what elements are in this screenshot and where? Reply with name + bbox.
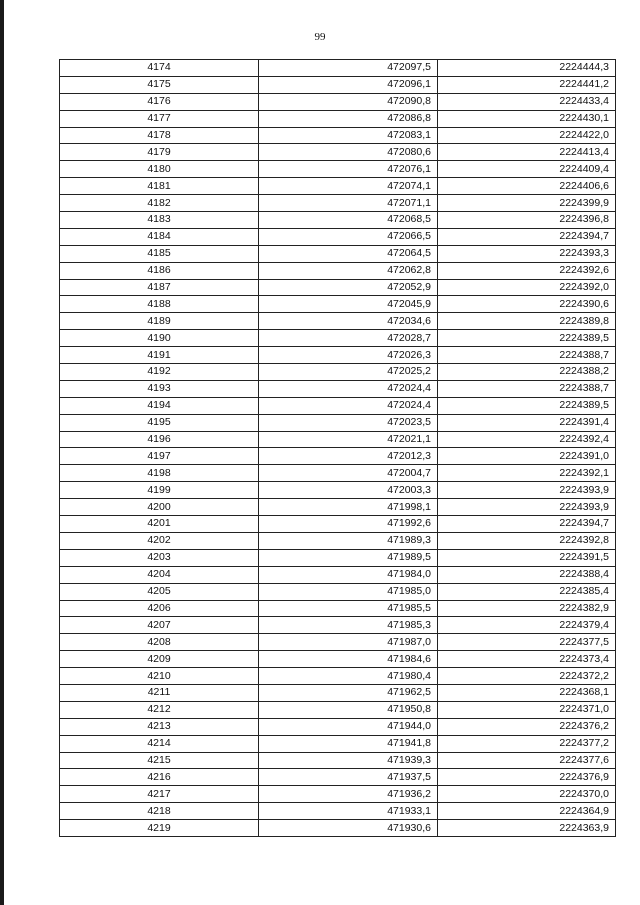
x-coordinate-cell: 471936,2 xyxy=(259,786,438,803)
x-coordinate-cell: 471962,5 xyxy=(259,684,438,701)
x-coordinate-cell: 472028,7 xyxy=(259,330,438,347)
table-row xyxy=(60,448,616,465)
y-coordinate-cell: 2224391,4 xyxy=(438,414,616,431)
x-coordinate-cell: 472083,1 xyxy=(259,127,438,144)
table-row xyxy=(60,347,616,364)
point-number-cell: 4208 xyxy=(60,634,259,651)
point-number-cell: 4212 xyxy=(60,701,259,718)
x-coordinate-cell: 472025,2 xyxy=(259,364,438,381)
y-coordinate-cell: 2224371,0 xyxy=(438,701,616,718)
table-row xyxy=(60,600,616,617)
point-number-cell: 4219 xyxy=(60,820,259,837)
table-row xyxy=(60,245,616,262)
table-row xyxy=(60,735,616,752)
point-number-cell: 4198 xyxy=(60,465,259,482)
table-row xyxy=(60,499,616,516)
point-number-cell: 4210 xyxy=(60,668,259,685)
table-row xyxy=(60,651,616,668)
point-number-cell: 4185 xyxy=(60,245,259,262)
y-coordinate-cell: 2224430,1 xyxy=(438,110,616,127)
x-coordinate-cell: 472034,6 xyxy=(259,313,438,330)
point-number-cell: 4188 xyxy=(60,296,259,313)
point-number-cell: 4205 xyxy=(60,583,259,600)
point-number-cell: 4200 xyxy=(60,499,259,516)
table-row xyxy=(60,549,616,566)
y-coordinate-cell: 2224444,3 xyxy=(438,60,616,77)
table-row xyxy=(60,566,616,583)
x-coordinate-cell: 472021,1 xyxy=(259,431,438,448)
point-number-cell: 4199 xyxy=(60,482,259,499)
table-row xyxy=(60,212,616,229)
table-row xyxy=(60,178,616,195)
y-coordinate-cell: 2224379,4 xyxy=(438,617,616,634)
table-row xyxy=(60,701,616,718)
y-coordinate-cell: 2224368,1 xyxy=(438,684,616,701)
y-coordinate-cell: 2224413,4 xyxy=(438,144,616,161)
point-number-cell: 4190 xyxy=(60,330,259,347)
table-row xyxy=(60,752,616,769)
table-row xyxy=(60,769,616,786)
point-number-cell: 4202 xyxy=(60,532,259,549)
point-number-cell: 4215 xyxy=(60,752,259,769)
point-number-cell: 4204 xyxy=(60,566,259,583)
x-coordinate-cell: 472052,9 xyxy=(259,279,438,296)
y-coordinate-cell: 2224388,4 xyxy=(438,566,616,583)
y-coordinate-cell: 2224389,8 xyxy=(438,313,616,330)
y-coordinate-cell: 2224377,6 xyxy=(438,752,616,769)
table-row xyxy=(60,684,616,701)
table-row xyxy=(60,127,616,144)
table-row xyxy=(60,532,616,549)
table-row xyxy=(60,60,616,77)
x-coordinate-cell: 471984,0 xyxy=(259,566,438,583)
x-coordinate-cell: 471985,5 xyxy=(259,600,438,617)
table-row xyxy=(60,262,616,279)
x-coordinate-cell: 471992,6 xyxy=(259,516,438,533)
point-number-cell: 4218 xyxy=(60,803,259,820)
point-number-cell: 4192 xyxy=(60,364,259,381)
x-coordinate-cell: 472012,3 xyxy=(259,448,438,465)
table-row xyxy=(60,482,616,499)
point-number-cell: 4182 xyxy=(60,195,259,212)
y-coordinate-cell: 2224389,5 xyxy=(438,330,616,347)
y-coordinate-cell: 2224409,4 xyxy=(438,161,616,178)
x-coordinate-cell: 472024,4 xyxy=(259,397,438,414)
point-number-cell: 4194 xyxy=(60,397,259,414)
x-coordinate-cell: 472066,5 xyxy=(259,228,438,245)
point-number-cell: 4183 xyxy=(60,212,259,229)
x-coordinate-cell: 472003,3 xyxy=(259,482,438,499)
table-row xyxy=(60,380,616,397)
x-coordinate-cell: 472062,8 xyxy=(259,262,438,279)
x-coordinate-cell: 472076,1 xyxy=(259,161,438,178)
y-coordinate-cell: 2224392,6 xyxy=(438,262,616,279)
y-coordinate-cell: 2224385,4 xyxy=(438,583,616,600)
point-number-cell: 4187 xyxy=(60,279,259,296)
point-number-cell: 4197 xyxy=(60,448,259,465)
y-coordinate-cell: 2224392,1 xyxy=(438,465,616,482)
point-number-cell: 4186 xyxy=(60,262,259,279)
table-row xyxy=(60,364,616,381)
y-coordinate-cell: 2224363,9 xyxy=(438,820,616,837)
point-number-cell: 4211 xyxy=(60,684,259,701)
coordinates-table-body xyxy=(60,60,616,837)
point-number-cell: 4203 xyxy=(60,549,259,566)
scan-left-edge xyxy=(0,0,4,905)
point-number-cell: 4184 xyxy=(60,228,259,245)
point-number-cell: 4209 xyxy=(60,651,259,668)
table-row xyxy=(60,803,616,820)
table-row xyxy=(60,465,616,482)
table-row xyxy=(60,583,616,600)
x-coordinate-cell: 472096,1 xyxy=(259,76,438,93)
x-coordinate-cell: 472071,1 xyxy=(259,195,438,212)
y-coordinate-cell: 2224394,7 xyxy=(438,516,616,533)
point-number-cell: 4214 xyxy=(60,735,259,752)
x-coordinate-cell: 472086,8 xyxy=(259,110,438,127)
x-coordinate-cell: 471985,0 xyxy=(259,583,438,600)
y-coordinate-cell: 2224376,9 xyxy=(438,769,616,786)
y-coordinate-cell: 2224393,9 xyxy=(438,482,616,499)
y-coordinate-cell: 2224396,8 xyxy=(438,212,616,229)
y-coordinate-cell: 2224391,5 xyxy=(438,549,616,566)
y-coordinate-cell: 2224393,9 xyxy=(438,499,616,516)
table-row xyxy=(60,296,616,313)
x-coordinate-cell: 471944,0 xyxy=(259,718,438,735)
point-number-cell: 4175 xyxy=(60,76,259,93)
table-row xyxy=(60,617,616,634)
x-coordinate-cell: 471941,8 xyxy=(259,735,438,752)
table-row xyxy=(60,195,616,212)
point-number-cell: 4179 xyxy=(60,144,259,161)
x-coordinate-cell: 472090,8 xyxy=(259,93,438,110)
x-coordinate-cell: 472023,5 xyxy=(259,414,438,431)
y-coordinate-cell: 2224392,0 xyxy=(438,279,616,296)
table-row xyxy=(60,228,616,245)
x-coordinate-cell: 471989,5 xyxy=(259,549,438,566)
table-row xyxy=(60,144,616,161)
point-number-cell: 4201 xyxy=(60,516,259,533)
y-coordinate-cell: 2224392,8 xyxy=(438,532,616,549)
x-coordinate-cell: 472074,1 xyxy=(259,178,438,195)
x-coordinate-cell: 471998,1 xyxy=(259,499,438,516)
y-coordinate-cell: 2224388,7 xyxy=(438,347,616,364)
x-coordinate-cell: 472080,6 xyxy=(259,144,438,161)
table-row xyxy=(60,161,616,178)
table-row xyxy=(60,634,616,651)
x-coordinate-cell: 472097,5 xyxy=(259,60,438,77)
y-coordinate-cell: 2224399,9 xyxy=(438,195,616,212)
y-coordinate-cell: 2224373,4 xyxy=(438,651,616,668)
y-coordinate-cell: 2224377,5 xyxy=(438,634,616,651)
y-coordinate-cell: 2224388,7 xyxy=(438,380,616,397)
point-number-cell: 4177 xyxy=(60,110,259,127)
x-coordinate-cell: 471950,8 xyxy=(259,701,438,718)
table-row xyxy=(60,330,616,347)
table-row xyxy=(60,431,616,448)
x-coordinate-cell: 471987,0 xyxy=(259,634,438,651)
y-coordinate-cell: 2224370,0 xyxy=(438,786,616,803)
point-number-cell: 4176 xyxy=(60,93,259,110)
x-coordinate-cell: 472004,7 xyxy=(259,465,438,482)
point-number-cell: 4174 xyxy=(60,60,259,77)
point-number-cell: 4206 xyxy=(60,600,259,617)
table-row xyxy=(60,718,616,735)
point-number-cell: 4196 xyxy=(60,431,259,448)
y-coordinate-cell: 2224364,9 xyxy=(438,803,616,820)
table-row xyxy=(60,313,616,330)
table-row xyxy=(60,820,616,837)
y-coordinate-cell: 2224377,2 xyxy=(438,735,616,752)
x-coordinate-cell: 471985,3 xyxy=(259,617,438,634)
point-number-cell: 4217 xyxy=(60,786,259,803)
table-row xyxy=(60,93,616,110)
table-row xyxy=(60,516,616,533)
y-coordinate-cell: 2224406,6 xyxy=(438,178,616,195)
coordinates-table xyxy=(59,59,616,837)
y-coordinate-cell: 2224394,7 xyxy=(438,228,616,245)
point-number-cell: 4207 xyxy=(60,617,259,634)
y-coordinate-cell: 2224389,5 xyxy=(438,397,616,414)
point-number-cell: 4216 xyxy=(60,769,259,786)
x-coordinate-cell: 471937,5 xyxy=(259,769,438,786)
y-coordinate-cell: 2224382,9 xyxy=(438,600,616,617)
x-coordinate-cell: 472064,5 xyxy=(259,245,438,262)
x-coordinate-cell: 472026,3 xyxy=(259,347,438,364)
table-row xyxy=(60,668,616,685)
point-number-cell: 4189 xyxy=(60,313,259,330)
x-coordinate-cell: 471980,4 xyxy=(259,668,438,685)
x-coordinate-cell: 471984,6 xyxy=(259,651,438,668)
y-coordinate-cell: 2224393,3 xyxy=(438,245,616,262)
point-number-cell: 4178 xyxy=(60,127,259,144)
y-coordinate-cell: 2224390,6 xyxy=(438,296,616,313)
x-coordinate-cell: 471933,1 xyxy=(259,803,438,820)
point-number-cell: 4195 xyxy=(60,414,259,431)
x-coordinate-cell: 471939,3 xyxy=(259,752,438,769)
y-coordinate-cell: 2224391,0 xyxy=(438,448,616,465)
y-coordinate-cell: 2224372,2 xyxy=(438,668,616,685)
point-number-cell: 4191 xyxy=(60,347,259,364)
y-coordinate-cell: 2224388,2 xyxy=(438,364,616,381)
table-row xyxy=(60,279,616,296)
table-row xyxy=(60,786,616,803)
y-coordinate-cell: 2224441,2 xyxy=(438,76,616,93)
point-number-cell: 4213 xyxy=(60,718,259,735)
y-coordinate-cell: 2224433,4 xyxy=(438,93,616,110)
point-number-cell: 4193 xyxy=(60,380,259,397)
x-coordinate-cell: 471989,3 xyxy=(259,532,438,549)
x-coordinate-cell: 472045,9 xyxy=(259,296,438,313)
y-coordinate-cell: 2224392,4 xyxy=(438,431,616,448)
point-number-cell: 4180 xyxy=(60,161,259,178)
table-row xyxy=(60,414,616,431)
page-number: 99 xyxy=(314,31,326,43)
x-coordinate-cell: 471930,6 xyxy=(259,820,438,837)
table-row xyxy=(60,110,616,127)
x-coordinate-cell: 472024,4 xyxy=(259,380,438,397)
table-row xyxy=(60,76,616,93)
x-coordinate-cell: 472068,5 xyxy=(259,212,438,229)
table-row xyxy=(60,397,616,414)
y-coordinate-cell: 2224422,0 xyxy=(438,127,616,144)
y-coordinate-cell: 2224376,2 xyxy=(438,718,616,735)
point-number-cell: 4181 xyxy=(60,178,259,195)
